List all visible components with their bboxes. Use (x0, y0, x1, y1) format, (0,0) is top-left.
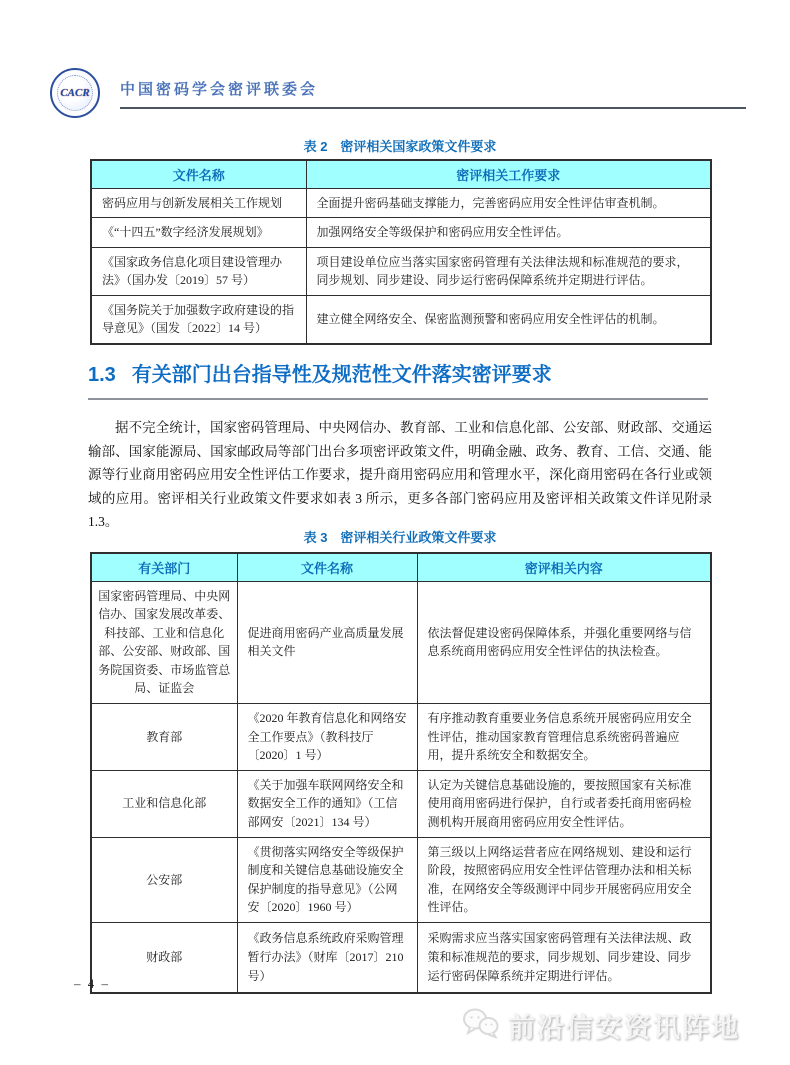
logo-text: CACR (60, 87, 90, 99)
table-cell: 建立健全网络安全、保密监测预警和密码应用安全性评估的机制。 (306, 295, 711, 344)
section-title: 有关部门出台指导性及规范性文件落实密评要求 (131, 364, 552, 386)
national-policy-table (90, 159, 712, 345)
column-header: 密评相关工作要求 (306, 160, 711, 188)
table-row (91, 770, 711, 837)
cacr-logo (50, 68, 100, 118)
watermark-text: 前沿信安资讯阵地 (508, 1013, 740, 1043)
table-cell: 项目建设单位应当落实国家密码管理有关法律法规和标准规范的要求，同步规划、同步建设、同步运行密码保障系统并定期进行评估。 (306, 247, 711, 295)
table-cell: 工业和信息化部 (91, 770, 237, 837)
table-cell: 《国务院关于加强数字政府建设的指导意见》（国发〔2022〕14 号） (91, 295, 306, 344)
section-number: 1.3 (88, 364, 116, 386)
table-row (91, 837, 711, 922)
table-row (91, 581, 711, 704)
table-cell: 《贯彻落实网络安全等级保护制度和关键信息基础设施安全保护制度的指导意见》（公网安〔2020〕1960 号） (237, 837, 417, 922)
wechat-icon (462, 1007, 500, 1044)
table-cell: 有序推动教育重要业务信息系统开展密码应用安全性评估，推动国家教育管理信息系统密码普遍应用，提升系统安全和数据安全。 (417, 704, 711, 771)
table-row (91, 247, 711, 295)
org-title: 中国密码学会密评联委会 (120, 81, 319, 98)
table-cell: 《2020 年教育信息化和网络安全工作要点》（教科技厅〔2020〕1 号） (237, 704, 417, 771)
table-cell: 教育部 (91, 704, 237, 771)
table-cell: 《“十四五”数字经济发展规划》 (91, 218, 306, 248)
table-cell: 《国家政务信息化项目建设管理办法》（国办发〔2019〕57 号） (91, 247, 306, 295)
page-header (50, 68, 746, 118)
table-cell: 国家密码管理局、中央网信办、国家发展改革委、科技部、工业和信息化部、公安部、财政部、国务院国资委、市场监管总局、证监会 (91, 581, 237, 704)
table-cell: 全面提升密码基础支撑能力，完善密码应用安全性评估审查机制。 (306, 188, 711, 218)
cacr-logo-seal-icon (57, 75, 93, 111)
table-cell: 依法督促建设密码保障体系，并强化重要网络与信息系统商用密码应用安全性评估的执法检查。 (417, 581, 711, 704)
table-cell: 第三级以上网络运营者应在网络规划、建设和运行阶段，按照密码应用安全性评估管理办法和相关标准，在网络安全等级测评中同步开展密码应用安全性评估。 (417, 837, 711, 922)
table-header-row (91, 553, 711, 581)
table-row (91, 704, 711, 771)
column-header: 文件名称 (91, 160, 306, 188)
table-cell: 财政部 (91, 923, 237, 993)
table3-caption: 表 3 密评相关行业政策文件要求 (303, 530, 497, 545)
table-header-row (91, 160, 711, 188)
header-rule (120, 78, 746, 109)
table-cell: 密码应用与创新发展相关工作规划 (91, 188, 306, 218)
table2-caption: 表 2 密评相关国家政策文件要求 (303, 139, 497, 154)
table-cell: 促进商用密码产业高质量发展相关文件 (237, 581, 417, 704)
table-cell: 《政务信息系统政府采购管理暂行办法》（财库〔2017〕210 号） (237, 923, 417, 993)
watermark (462, 1006, 740, 1045)
table-row (91, 295, 711, 344)
industry-policy-table (90, 552, 712, 994)
table-cell: 认定为关键信息基础设施的，要按照国家有关标准使用商用密码进行保护，自行或者委托商用密码检测机构开展商用密码应用安全性评估。 (417, 770, 711, 837)
body-paragraph: 据不完全统计，国家密码管理局、中央网信办、教育部、工业和信息化部、公安部、财政部、交通运输部、国家能源局、国家邮政局等部门出台多项密评政策文件，明确金融、政务、教育、工信、交通、能源等行业商用密码应用安全性评估工作要求，提升商用密码应用和管理水平，深化商用密码在各行业或领域的应用。密评相关行业政策文件要求如表 3 所示，更多各部门密码应用及密评相关政策文件详见附录 1.3。 (88, 420, 712, 529)
table-cell: 《关于加强车联网网络安全和数据安全工作的通知》（工信部网安〔2021〕134 号） (237, 770, 417, 837)
table-cell: 公安部 (91, 837, 237, 922)
page-number: – 4 – (74, 976, 110, 991)
table-cell: 采购需求应当落实国家密码管理有关法律法规、政策和标准规范的要求，同步规划、同步建设、同步运行密码保障系统并定期进行评估。 (417, 923, 711, 993)
column-header: 文件名称 (237, 553, 417, 581)
column-header: 有关部门 (91, 553, 237, 581)
column-header: 密评相关内容 (417, 553, 711, 581)
table-row (91, 188, 711, 218)
table-row (91, 218, 711, 248)
table-cell: 加强网络安全等级保护和密码应用安全性评估。 (306, 218, 711, 248)
table-row (91, 923, 711, 993)
section-heading (88, 358, 708, 400)
